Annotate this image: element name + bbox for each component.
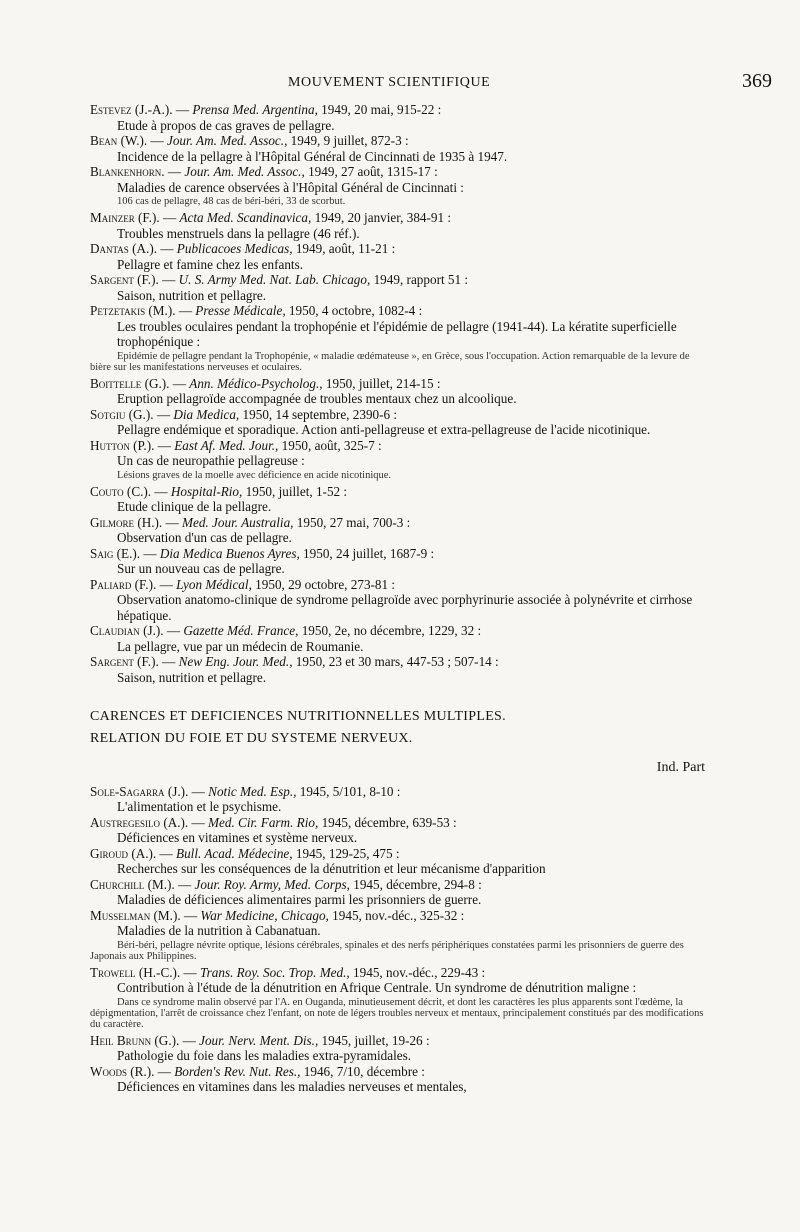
section-heading-carences: CARENCES ET DEFICIENCES NUTRITIONNELLES MULTIPLES. xyxy=(90,709,506,724)
bibliography-entry xyxy=(90,484,705,515)
journal-title: Publicacoes Medicas, xyxy=(176,241,293,256)
citation-line: Woods (R.). — Borden's Rev. Nut. Res., 1946, 7/10, décembre : xyxy=(90,1063,425,1079)
citation-line: Dantas (A.). — Publicacoes Medicas, 1949, août, 11-21 : xyxy=(90,241,396,256)
author-name: Sargent (F.). xyxy=(90,654,159,669)
entry-title: Sur un nouveau cas de pellagre. xyxy=(117,561,285,576)
citation-line: Blankenhorn. — Jour. Am. Med. Assoc., 1949, 27 août, 1315-17 : xyxy=(90,164,438,179)
entry-title: Eruption pellagroïde accompagnée de troubles mentaux chez un alcoolique. xyxy=(117,391,517,406)
author-name: Estevez (J.-A.). xyxy=(90,102,173,117)
bibliography-entry xyxy=(90,846,705,877)
entry-title: Observation anatomo-clinique de syndrome pellagroïde avec porphyrinurie associée à polynévrite et cirrhose hépatique. xyxy=(117,592,693,623)
journal-title: Trans. Roy. Soc. Trop. Med., xyxy=(200,964,350,980)
author-name: Giroud (A.). xyxy=(90,845,157,861)
entry-title: La pellagre, vue par un médecin de Roumanie. xyxy=(117,638,364,654)
author-name: Boittelle (G.). xyxy=(90,375,170,391)
journal-title: Notic Med. Esp., xyxy=(208,783,297,799)
bibliography-entry xyxy=(90,376,705,407)
citation-line: Claudian (J.). — Gazette Méd. France, 1950, 2e, no décembre, 1229, 32 : xyxy=(90,623,482,638)
citation-line: Gilmore (H.). — Med. Jour. Australia, 1950, 27 mai, 700-3 : xyxy=(90,514,411,530)
citation-line: Paliard (F.). — Lyon Médical, 1950, 29 octobre, 273-81 : xyxy=(90,576,396,592)
bibliography-entry xyxy=(90,303,705,373)
journal-title: Bull. Acad. Médecine, xyxy=(176,845,293,861)
author-name: Sotgiu (G.). xyxy=(90,406,154,422)
journal-title: Jour. Roy. Army, Med. Corps, xyxy=(194,876,350,892)
citation-details: 1945, 129-25, 475 : xyxy=(292,845,400,861)
bibliography-content xyxy=(90,102,705,1095)
bibliography-entry xyxy=(90,407,705,438)
citation-line: Couto (C.). — Hospital-Rio, 1950, juillet, 1-52 : xyxy=(90,483,348,499)
bibliography-list-pellagre xyxy=(90,102,705,685)
citation-details: 1949, 27 août, 1315-17 : xyxy=(304,164,438,179)
section-heading-relation: RELATION DU FOIE ET DU SYSTEME NERVEUX. xyxy=(90,730,413,746)
journal-title: Jour. Am. Med. Assoc., xyxy=(184,164,305,179)
citation-line: Sole-Sagarra (J.). — Notic Med. Esp., 1945, 5/101, 8-10 : xyxy=(90,783,401,799)
entry-title: Saison, nutrition et pellagre. xyxy=(117,287,267,303)
entry-title: Déficiences en vitamines et système nerveux. xyxy=(117,830,358,845)
journal-title: Jour. Nerv. Ment. Dis., xyxy=(199,1032,319,1048)
journal-title: Med. Cir. Farm. Rio, xyxy=(208,814,319,830)
bibliography-entry xyxy=(90,1064,705,1095)
journal-title: Hospital-Rio, xyxy=(170,483,243,499)
entry-title: Contribution à l'étude de la dénutrition en Afrique Centrale. Un syndrome de dénutrition maligne : xyxy=(117,980,637,995)
entry-title: Saison, nutrition et pellagre. xyxy=(117,669,267,685)
journal-title: Acta Med. Scandinavica, xyxy=(179,210,312,225)
journal-title: War Medicine, Chicago, xyxy=(200,907,329,923)
bibliography-entry xyxy=(90,577,705,624)
citation-line: Sargent (F.). — New Eng. Jour. Med., 1950, 23 et 30 mars, 447-53 ; 507-14 : xyxy=(90,654,499,669)
journal-title: East Af. Med. Jour., xyxy=(174,437,279,453)
bibliography-entry xyxy=(90,210,705,241)
citation-details: 1945, nov.-déc., 325-32 : xyxy=(328,907,465,923)
author-name: Austregesilo (A.). xyxy=(90,814,189,830)
author-name: Sargent (F.). xyxy=(90,272,159,287)
entry-title: L'alimentation et le psychisme. xyxy=(117,799,282,814)
citation-details: 1945, décembre, 294-8 : xyxy=(349,876,482,892)
author-name: Claudian (J.). xyxy=(90,623,164,638)
entry-title: Etude à propos de cas graves de pellagre. xyxy=(117,117,335,133)
citation-line: Boittelle (G.). — Ann. Médico-Psycholog., 1950, juillet, 214-15 : xyxy=(90,375,441,391)
bibliography-entry xyxy=(90,784,705,815)
citation-details: 1945, décembre, 639-53 : xyxy=(318,814,457,830)
journal-title: Ann. Médico-Psycholog., xyxy=(189,375,323,391)
entry-abstract: Epidémie de pellagre pendant la Trophopénie, « maladie œdémateuse », en Grèce, sous l'occupation. Action remarquable de la levure de bière sur les manifestations nerveuses et oculaires. xyxy=(90,350,690,373)
citation-details: 1945, juillet, 19-26 : xyxy=(318,1032,430,1048)
author-name: Trowell (H.-C.). xyxy=(90,964,181,980)
author-name: Mainzer (F.). xyxy=(90,210,160,225)
citation-details: 1949, 20 mai, 915-22 : xyxy=(317,102,442,117)
journal-title: Dia Medica, xyxy=(173,406,240,422)
citation-line: Saig (E.). — Dia Medica Buenos Ayres, 1950, 24 juillet, 1687-9 : xyxy=(90,545,435,561)
journal-title: Gazette Méd. France, xyxy=(183,623,299,638)
citation-line: Hutton (P.). — East Af. Med. Jour., 1950, août, 325-7 : xyxy=(90,437,382,453)
bibliography-entry xyxy=(90,133,705,164)
entry-title: Maladies de carence observées à l'Hôpital Général de Cincinnati : xyxy=(117,179,464,195)
citation-details: 1950, 2e, no décembre, 1229, 32 : xyxy=(298,623,482,638)
bibliography-entry xyxy=(90,908,705,962)
entry-title: Etude clinique de la pellagre. xyxy=(117,499,272,514)
author-name: Blankenhorn. xyxy=(90,164,165,179)
bibliography-entry xyxy=(90,965,705,1030)
author-name: Hutton (P.). xyxy=(90,437,155,453)
journal-title: Borden's Rev. Nut. Res., xyxy=(174,1063,301,1079)
entry-title: Déficiences en vitamines dans les maladies nerveuses et mentales, xyxy=(117,1079,467,1094)
citation-line: Musselman (M.). — War Medicine, Chicago, 1945, nov.-déc., 325-32 : xyxy=(90,907,465,923)
citation-details: 1949, 9 juillet, 872-3 : xyxy=(287,133,409,148)
journal-title: Jour. Am. Med. Assoc., xyxy=(166,133,288,148)
citation-line: Churchill (M.). — Jour. Roy. Army, Med. Corps, 1945, décembre, 294-8 : xyxy=(90,876,482,892)
journal-title: U. S. Army Med. Nat. Lab. Chicago, xyxy=(178,272,371,287)
citation-line: Bean (W.). — Jour. Am. Med. Assoc., 1949, 9 juillet, 872-3 : xyxy=(90,133,409,148)
citation-details: 1946, 7/10, décembre : xyxy=(300,1063,425,1079)
bibliography-entry xyxy=(90,546,705,577)
author-name: Woods (R.). xyxy=(90,1063,155,1079)
citation-line: Heil Brunn (G.). — Jour. Nerv. Ment. Dis., 1945, juillet, 19-26 : xyxy=(90,1032,430,1048)
citation-line: Trowell (H.-C.). — Trans. Roy. Soc. Trop. Med., 1945, nov.-déc., 229-43 : xyxy=(90,964,486,980)
citation-details: 1950, 29 octobre, 273-81 : xyxy=(251,576,396,592)
citation-details: 1950, juillet, 1-52 : xyxy=(242,483,348,499)
journal-title: Dia Medica Buenos Ayres, xyxy=(159,545,300,561)
entry-title: Pellagre endémique et sporadique. Action anti-pellagreuse et extra-pellagreuse de l'acide nicotinique. xyxy=(117,422,651,437)
bibliography-entry xyxy=(90,241,705,272)
author-name: Dantas (A.). xyxy=(90,241,158,256)
author-name: Saig (E.). xyxy=(90,545,141,561)
entry-abstract: Lésions graves de la moelle avec déficience en acide nicotinique. xyxy=(117,469,392,481)
journal-title: Presse Médicale, xyxy=(195,303,286,318)
citation-details: 1945, nov.-déc., 229-43 : xyxy=(349,964,486,980)
citation-line: Estevez (J.-A.). — Prensa Med. Argentina, 1949, 20 mai, 915-22 : xyxy=(90,102,442,117)
ind-part-label: Ind. Part xyxy=(656,760,705,775)
running-title: MOUVEMENT SCIENTIFIQUE xyxy=(288,75,491,90)
citation-details: 1950, 4 octobre, 1082-4 : xyxy=(285,303,423,318)
citation-details: 1950, juillet, 214-15 : xyxy=(322,375,441,391)
author-name: Musselman (M.). xyxy=(90,907,181,923)
author-name: Petzetakis (M.). xyxy=(90,303,176,318)
citation-details: 1949, août, 11-21 : xyxy=(292,241,396,256)
citation-details: 1950, 24 juillet, 1687-9 : xyxy=(299,545,435,561)
entry-title: Incidence de la pellagre à l'Hôpital Général de Cincinnati de 1935 à 1947. xyxy=(117,148,508,164)
citation-line: Giroud (A.). — Bull. Acad. Médecine, 1945, 129-25, 475 : xyxy=(90,845,400,861)
bibliography-entry xyxy=(90,654,705,685)
page-number: 369 xyxy=(742,70,772,92)
citation-line: Sargent (F.). — U. S. Army Med. Nat. Lab. Chicago, 1949, rapport 51 : xyxy=(90,272,469,287)
citation-details: 1950, août, 325-7 : xyxy=(278,437,382,453)
bibliography-entry xyxy=(90,102,705,133)
bibliography-entry xyxy=(90,815,705,846)
bibliography-list-carences xyxy=(90,784,705,1095)
entry-abstract: Béri-béri, pellagre névrite optique, lésions cérébrales, spinales et des nerfs périphériques constatées parmi les prisonniers de guerre des Japonais aux Philippines. xyxy=(90,939,684,962)
bibliography-entry xyxy=(90,272,705,303)
citation-details: 1945, 5/101, 8-10 : xyxy=(296,783,401,799)
author-name: Paliard (F.). xyxy=(90,576,157,592)
bibliography-entry xyxy=(90,164,705,207)
entry-title: Recherches sur les conséquences de la dénutrition et leur mécanisme d'apparition xyxy=(117,861,546,876)
citation-details: 1950, 14 septembre, 2390-6 : xyxy=(239,406,398,422)
entry-title: Les troubles oculaires pendant la trophopénie et l'épidémie de pellagre (1941-44). La kératite superficielle trophopénique : xyxy=(117,318,677,349)
author-name: Churchill (M.). xyxy=(90,876,175,892)
entry-title: Maladies de déficiences alimentaires parmi les prisonniers de guerre. xyxy=(117,892,482,907)
author-name: Gilmore (H.). xyxy=(90,514,163,530)
entry-abstract: Dans ce syndrome malin observé par l'A. en Ouganda, minutieusement décrit, et dont les caractères les plus apparents sont l'œdème, la dépigmentation, l'arrêt de croissance chez l'enfant, on note de légers troubles nerveux et mentaux, principalement constitués par des modifications du caractère. xyxy=(90,996,704,1030)
entry-title: Troubles menstruels dans la pellagre (46 réf.). xyxy=(117,225,360,241)
entry-title: Observation d'un cas de pellagre. xyxy=(117,530,292,545)
entry-title: Un cas de neuropathie pellagreuse : xyxy=(117,453,305,468)
journal-title: Med. Jour. Australia, xyxy=(182,514,294,530)
bibliography-entry xyxy=(90,438,705,481)
bibliography-entry xyxy=(90,515,705,546)
citation-line: Austregesilo (A.). — Med. Cir. Farm. Rio, 1945, décembre, 639-53 : xyxy=(90,814,457,830)
citation-line: Sotgiu (G.). — Dia Medica, 1950, 14 septembre, 2390-6 : xyxy=(90,406,398,422)
journal-title: Lyon Médical, xyxy=(176,576,252,592)
citation-details: 1950, 27 mai, 700-3 : xyxy=(293,514,411,530)
bibliography-entry xyxy=(90,623,705,654)
citation-details: 1950, 23 et 30 mars, 447-53 ; 507-14 : xyxy=(292,654,499,669)
citation-line: Mainzer (F.). — Acta Med. Scandinavica, 1949, 20 janvier, 384-91 : xyxy=(90,210,452,225)
author-name: Bean (W.). xyxy=(90,133,148,148)
author-name: Couto (C.). xyxy=(90,483,152,499)
bibliography-entry xyxy=(90,877,705,908)
bibliography-entry xyxy=(90,1033,705,1064)
entry-abstract: 106 cas de pellagre, 48 cas de béri-béri, 33 de scorbut. xyxy=(117,196,346,207)
running-head xyxy=(0,70,800,95)
citation-line: Petzetakis (M.). — Presse Médicale, 1950, 4 octobre, 1082-4 : xyxy=(90,303,423,318)
journal-title: Prensa Med. Argentina, xyxy=(192,102,318,117)
entry-title: Pathologie du foie dans les maladies extra-pyramidales. xyxy=(117,1048,412,1063)
entry-title: Maladies de la nutrition à Cabanatuan. xyxy=(117,923,321,938)
citation-details: 1949, rapport 51 : xyxy=(370,272,469,287)
citation-details: 1949, 20 janvier, 384-91 : xyxy=(311,210,452,225)
entry-title: Pellagre et famine chez les enfants. xyxy=(117,256,304,272)
author-name: Heil Brunn (G.). xyxy=(90,1032,180,1048)
author-name: Sole-Sagarra (J.). xyxy=(90,783,189,799)
journal-title: New Eng. Jour. Med., xyxy=(178,654,293,669)
